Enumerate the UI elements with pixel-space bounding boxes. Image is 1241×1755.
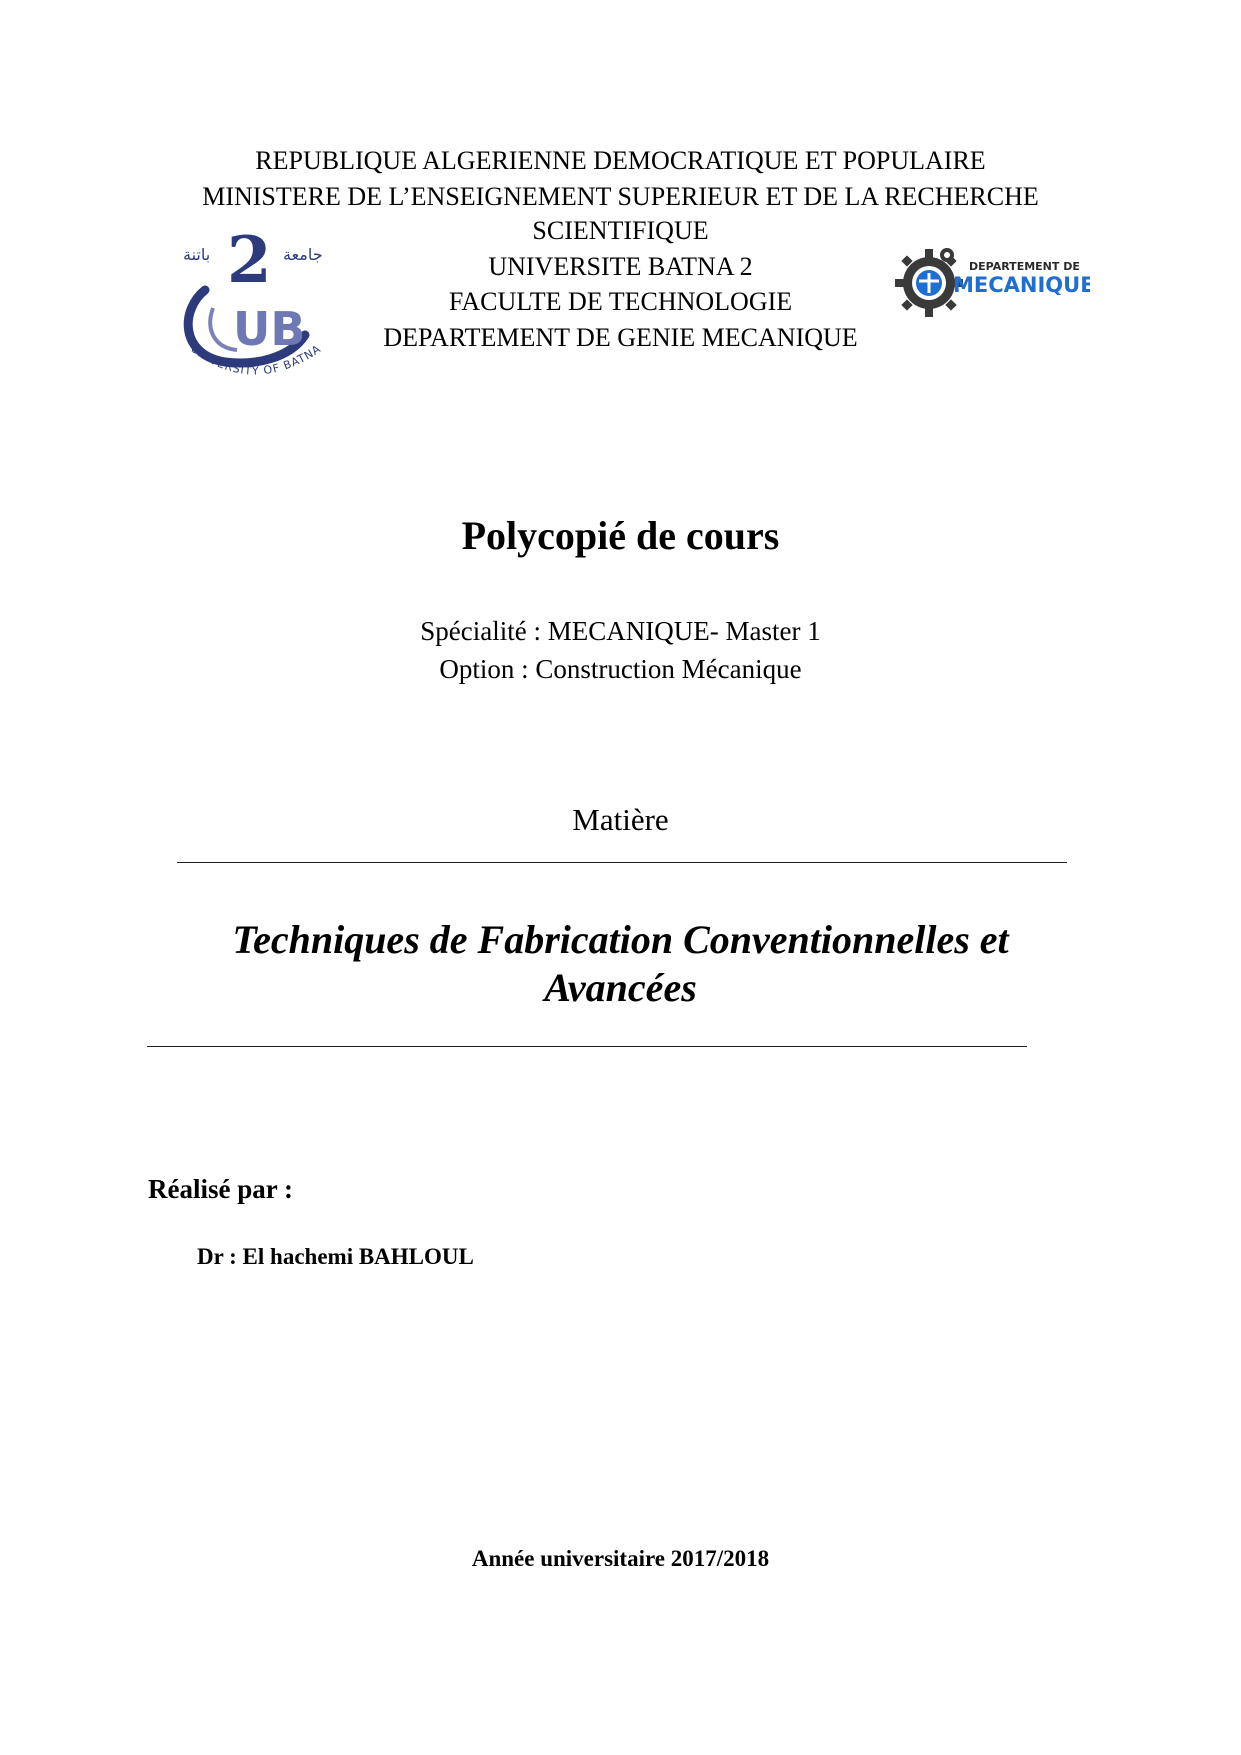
subject-title-line1: Techniques de Fabrication Conventionnelles et: [232, 917, 1009, 962]
logo-arabic-left: جامعة: [283, 245, 323, 264]
matiere-top-rule: [177, 862, 1067, 863]
realise-label: Réalisé par :: [148, 1174, 293, 1204]
university-logo: [165, 230, 345, 390]
speciality: Spécialité : MECANIQUE- Master 1: [420, 616, 821, 646]
department-logo-graphic: [895, 245, 1090, 320]
small-gear-icon: [940, 248, 954, 262]
document-title: Polycopié de cours: [461, 513, 780, 558]
department-logo: [895, 245, 1090, 320]
matiere-label: Matière: [572, 802, 669, 837]
logo-letters: UB: [233, 302, 306, 356]
header-universite: UNIVERSITE BATNA 2: [488, 252, 753, 281]
subject-bottom-rule: [147, 1046, 1027, 1047]
header-departement: DEPARTEMENT DE GENIE MECANIQUE: [383, 323, 858, 352]
logo-numeral: 2: [227, 230, 272, 298]
option: Option : Construction Mécanique: [439, 654, 802, 684]
header-faculte: FACULTE DE TECHNOLOGIE: [448, 287, 793, 316]
academic-year: Année universitaire 2017/2018: [471, 1546, 770, 1571]
department-name: MECANIQUE: [953, 273, 1090, 297]
logo-arabic-right: باتنة: [183, 245, 211, 264]
author-name: Dr : El hachemi BAHLOUL: [197, 1244, 474, 1269]
header-republique: REPUBLIQUE ALGERIENNE DEMOCRATIQUE ET POPULAIRE: [255, 146, 986, 175]
subject-title-line2: Avancées: [544, 965, 697, 1010]
header-ministere: MINISTERE DE L’ENSEIGNEMENT SUPERIEUR ET DE LA RECHERCHE: [202, 182, 1039, 211]
university-logo-graphic: [165, 230, 345, 390]
logo-ring-text: UNIVERSITY OF BATNA: [188, 342, 324, 378]
header-scientifique: SCIENTIFIQUE: [532, 216, 709, 245]
department-caption: DEPARTEMENT DE: [969, 260, 1080, 273]
